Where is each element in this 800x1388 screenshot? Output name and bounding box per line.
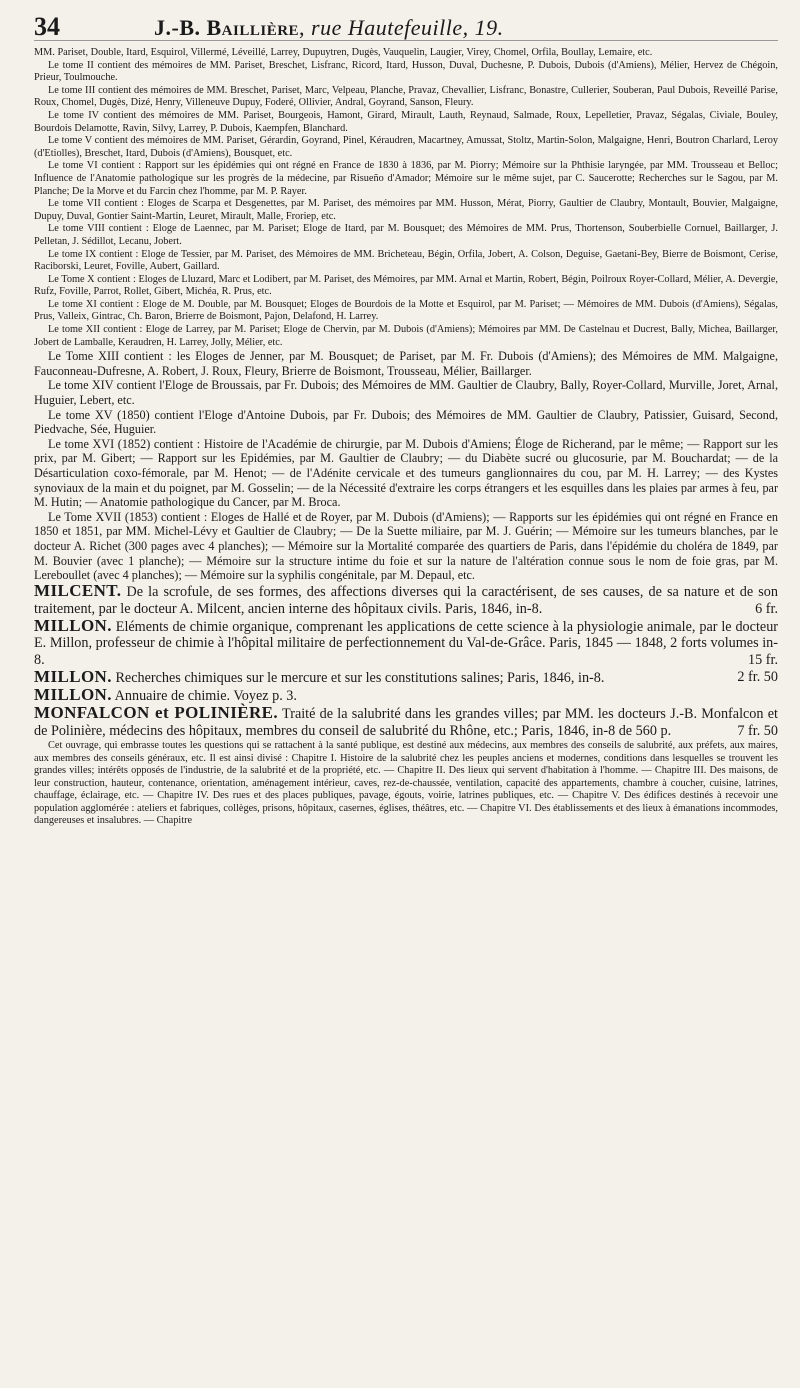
volume-entry: Le tome VIII contient : Eloge de Laennec, par M. Pariset; Eloge de Itard, par M. Bousquet; des Mémoires de MM. Prus, Thortenson, Souberbielle Cornuel, Baillarger, J. Pelletan, J. Sédillot, Lecanu, Jobert.	[34, 223, 778, 247]
volume-entry: MM. Pariset, Double, Itard, Esquirol, Villermé, Léveillé, Larrey, Dupuytren, Dugès, Vauquelin, Laugier, Virey, Chomel, Orfila, Boullay, Lemaire, etc.	[34, 47, 653, 58]
volume-entry: Le tome XV (1850) contient l'Eloge d'Antoine Dubois, par Fr. Dubois; des Mémoires de MM. Gaultier de Claubry, Patissier, Guisard, Second, Piedvache, Sée, Huguier.	[34, 407, 778, 437]
entry-price: 6 fr.	[755, 600, 778, 617]
entry-text: Annuaire de chimie. Voyez p. 3.	[114, 688, 297, 705]
author-name: MILLON.	[34, 685, 112, 705]
entry-text: Eléments de chimie organique, comprenant les applications de cette science à la physiologie animale, par le docteur E. Millon, professeur de chimie à l'hôpital militaire de perfectionnement du Val-de-Grâce. Paris, 1845 — 1848, 2 forts volumes in-8.	[34, 618, 779, 669]
volume-entry: Le tome IX contient : Eloge de Tessier, par M. Pariset, des Mémoires de MM. Bricheteau, Bégin, Orfila, Jobert, A. Colson, Deguise, Gaetani-Bey, Bierre de Boismont, Cerise, Raciborski, Leuret, Foville, Aubert, Gaillard.	[34, 248, 778, 273]
volume-entry: Le Tome X contient : Eloges de Lluzard, Marc et Lodibert, par M. Pariset, des Mémoires, par MM. Arnal et Martin, Robert, Bégin, Poilroux Royer-Collard, Mélier, A. Devergie, Rufz, Foville, Parrot, Rollet, Gibert, Michéa, R. Prus, etc.	[34, 273, 778, 298]
volume-entry: Le tome VII contient : Eloges de Scarpa et Desgenettes, par M. Pariset, des mémoires par MM. Husson, Mérat, Piorry, Gaultier de Claubry, Montault, Bouvier, Malgaigne, Dupuy, Duval, Gontier Saint-Martin, Leuret, Mirault, Malle, Froriep, etc.	[34, 198, 778, 222]
catalog-entry	[34, 705, 778, 740]
volume-entry: Le Tome XVII (1853) contient : Eloges de Hallé et de Royer, par M. Dubois (d'Amiens); — Rapports sur les épidémies qui ont régné en France en 1850 et 1851, par MM. Michel-Lévy et Gaultier de Claubry; — De la Suette miliaire, par M. J. Guérin; — Mémoire sur les tumeurs blanches, par le docteur A. Richet (300 pages avec 4 planches); — Mémoire sur la Mortalité comparée des quartiers de Paris, dans l'épidémie du choléra de 1849, par M. Bouvier (avec 1 planche); — Mémoire sur la structure intime du foie et sur la nature de l'altération connue sous le nom de foie gras, par M. Lereboullet (avec 4 planches); — Mémoire sur la syphilis congénitale, par M. Depaul, etc.	[34, 509, 778, 583]
volume-entry: Le Tome XIII contient : les Eloges de Jenner, par M. Bousquet; de Pariset, par M. Fr. Dubois (d'Amiens); des Mémoires de MM. Malgaigne, Fauconneau-Dufresne, A. Robert, J. Roux, Fleury, Brierre de Boismont, Trousseau, Mélier, Baillarger.	[34, 349, 778, 378]
catalog-entry	[34, 580, 778, 618]
entry-text: Traité de la salubrité dans les grandes villes; par MM. les docteurs J.-B. Monfalcon et de Polinière, médecins des hôpitaux, membres du conseil de salubrité du Rhône, etc.; Paris, 1846, in-8 de 560 p.	[34, 706, 778, 739]
running-title: J.-B. Baillière, rue Hautefeuille, 19.	[154, 15, 504, 40]
author-name: MONFALCON et POLINIÈRE.	[34, 703, 279, 723]
volumes-list	[34, 47, 778, 349]
volume-entry: Le tome IV contient des mémoires de MM. Pariset, Bourgeois, Hamont, Girard, Mirault, Lauth, Reynaud, Salmade, Roux, Lepelletier, Pravaz, Ségalas, Civiale, Bouley, Bourdois Delamotte, Ravin, Silvy, Larrey, P. Dubois, Kaempfen, Blanchard.	[34, 109, 778, 134]
volume-entry: Le tome II contient des mémoires de MM. Pariset, Breschet, Lisfranc, Ricord, Itard, Husson, Duval, Duchesne, P. Dubois, Dubois (d'Amiens), Mélier, Hervez de Chégoin, Prieur, Toulmouche.	[34, 59, 778, 84]
author-name: MILLON.	[34, 615, 112, 635]
entry-text: De la scrofule, de ses formes, des affections diverses qui la caractérisent, de ses causes, de sa nature et de son traitement, par le docteur A. Milcent, ancien interne des hôpitaux civils. Paris, 1846, in-8.	[34, 583, 778, 617]
page-number: 34	[34, 12, 60, 41]
volume-entry: Le tome XII contient : Eloge de Larrey, par M. Pariset; Eloge de Chervin, par M. Dubois (d'Amiens); Mémoires par MM. De Castelnau et Ducrest, Bally, Michea, Baillarger, Jobert de Lamballe, Keraudren, H. Larrey, Jolly, Mélier, etc.	[34, 324, 778, 348]
publisher-name: J.-B. Baillière	[154, 15, 300, 40]
volume-entry: Le tome XIV contient l'Eloge de Broussais, par Fr. Dubois; des Mémoires de MM. Gaultier de Claubry, Bally, Royer-Collard, Murville, Joret, Arnal, Huguier, Lebert, etc.	[34, 378, 778, 408]
entry-price: 7 fr. 50	[737, 723, 778, 739]
entry-price: 2 fr. 50	[737, 669, 778, 686]
volume-entry: Le tome XVI (1852) contient : Histoire de l'Académie de chirurgie, par M. Dubois d'Amiens; Éloge de Richerand, par le même; — Rapport sur les prix, par M. Gibert; — Rapport sur les Epidémies, par M. Gaultier de Claubry; — du Diabète sucré ou glucosurie, par M. Bouchardat; — de la Désarticulation coxo-fémorale, par M. Henot; — de l'Adénite cervicale et des tumeurs ganglionnaires du cou, par M. H. Larrey; — des Kystes synoviaux de la main et du poignet, par M. Gosselin; — de la Nécessité d'extraire les corps étrangers et les esquilles dans les plaies par armes à feu, par M. Hutin; — Anatomie pathologique du Cancer, par M. Broca.	[34, 436, 778, 510]
entry-price: 15 fr.	[748, 652, 778, 669]
author-name: MILCENT.	[34, 580, 122, 600]
running-header	[34, 12, 778, 41]
entry-text: Recherches chimiques sur le mercure et sur les constitutions salines; Paris, 1846, in-8.	[115, 670, 605, 687]
volumes-list-later	[34, 349, 778, 583]
author-name: MILLON.	[34, 667, 112, 687]
volume-entry: Le tome III contient des mémoires de MM. Breschet, Pariset, Marc, Velpeau, Planche, Pravaz, Chevallier, Lisfranc, Bonastre, Cullerier, Souberan, Paul Dubois, Reveillé Parise, Roux, Chomel, Dugès, Dizé, Henry, Villeneuve Dupuy, Foderé, Ollivier, Andral, Goyrand, Sanson, Fleury.	[34, 84, 778, 109]
catalog-entry	[34, 615, 779, 670]
volume-entry: Le tome VI contient : Rapport sur les épidémies qui ont régné en France de 1830 à 1836, par M. Piorry; Mémoire sur la Phthisie laryngée, par MM. Trousseau et Belloc; Influence de l'Anatomie pathologique sur les progrès de la médecine, par Risueño d'Amador; Mémoire sur le même sujet, par C. Saucerotte; Recherches sur le Sagou, par M. Planche; De la Morve et du Farcin chez l'homme, par M. P. Rayer.	[34, 160, 778, 197]
book-description: Cet ouvrage, qui embrasse toutes les questions qui se rattachent à la santé publique, est destiné aux médecins, aux membres des conseils de salubrité, aux préfets, aux maires, aux membres des conseils généraux, etc. Il est ainsi divisé : Chapitre I. Histoire de la salubrité chez les peuples anciens et modernes, conditions dans lesquelles se trouvent les grandes villes; intérêts opposés de l'industrie, de la salubrité et de la propriété, etc. — Chapitre II. Des lieux qui servent d'habitation à l'homme. — Chapitre III. Des maisons, de leur construction, hauteur, contenance, orientation, aménagement intérieur, caves, rez-de-chaussée, ventilation, capacité des appartements, chambre à coucher, cuisine, latrines, chauffage, éclairage, etc. — Chapitre IV. Des rues et des places publiques, pavage, égouts, voirie, latrines publiques, etc. — Chapitre V. Des édifices destinés à recevoir une population agglomérée : ateliers et fabriques, collèges, prisons, hôpitaux, casernes, églises, théâtres, etc. — Chapitre VI. Des établissements et des lieux à émanations incommodes, dangereuses et insalubres. — Chapitre	[34, 739, 778, 827]
catalog-entries	[34, 580, 779, 740]
volume-entry: Le tome XI contient : Eloge de M. Double, par M. Bousquet; Eloges de Bourdois de la Motte et Esquirol, par M. Pariset; — Mémoires de MM. Dubois (d'Amiens), Ségalas, Prus, Valleix, Gintrac, Ch. Baron, Brierre de Boismont, Pajon, Delafond, H. Larrey.	[34, 298, 778, 323]
publisher-address: rue Hautefeuille, 19.	[311, 15, 504, 40]
volume-entry: Le tome V contient des mémoires de MM. Pariset, Gérardin, Goyrand, Pinel, Kéraudren, Macartney, Amussat, Stoltz, Martin-Solon, Malgaigne, Henri, Boutron Charlard, Leroy (d'Etiolles), Breschet, Itard, Dubois (d'Amiens), Bousquet, etc.	[34, 135, 778, 159]
catalog-entry	[34, 669, 778, 687]
